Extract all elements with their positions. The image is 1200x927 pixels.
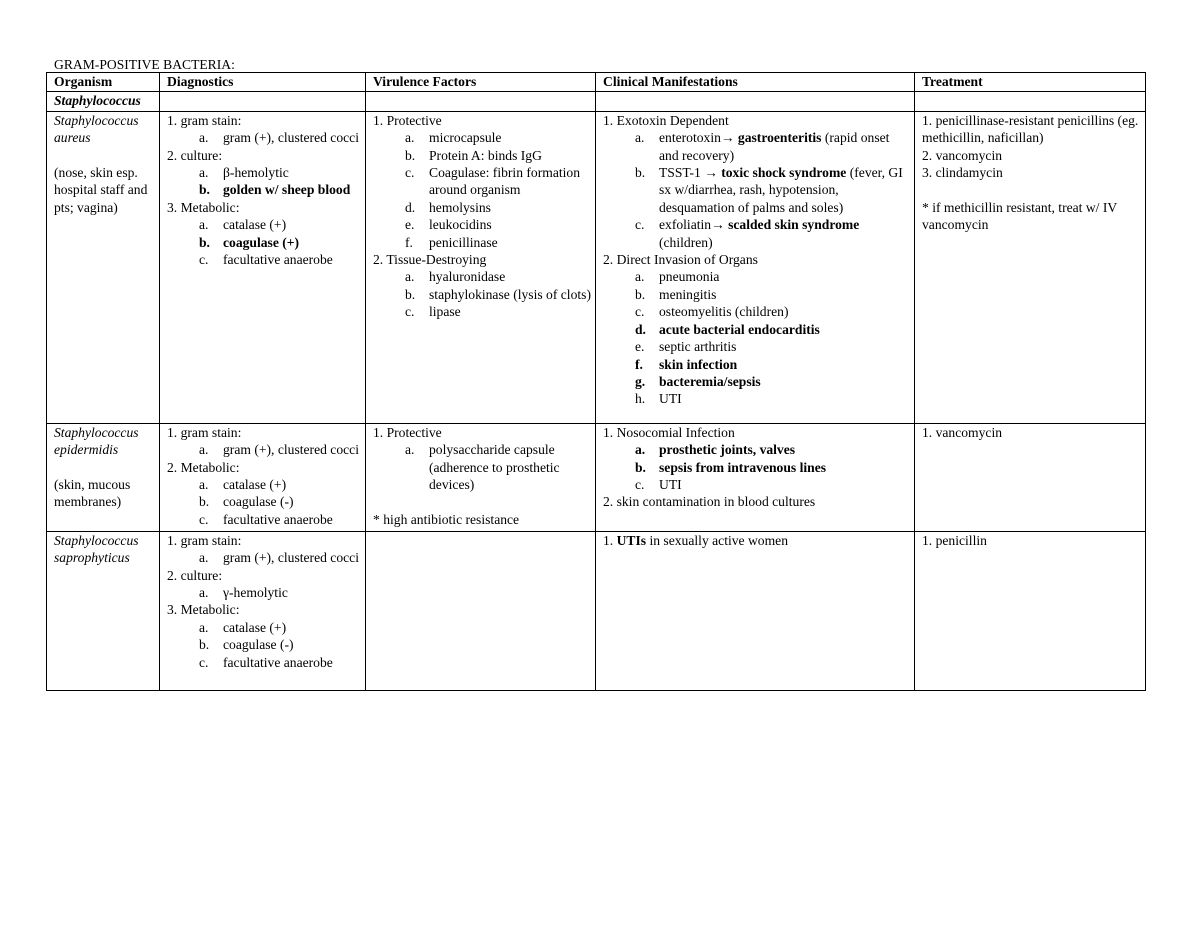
list-marker: d. <box>405 199 416 215</box>
list-item <box>167 636 361 653</box>
list-item <box>167 234 361 251</box>
list-marker: c. <box>635 477 645 493</box>
list-item <box>603 129 910 164</box>
list-heading: 2. Direct Invasion of Organs <box>603 252 758 268</box>
list-item-text: meningitis <box>659 286 717 302</box>
virulence-note: * high antibiotic resistance <box>373 511 520 527</box>
genus-empty-cell <box>366 92 596 111</box>
list-item-text: (rapid onset and recovery) <box>659 130 890 163</box>
list-heading: 1. gram stain: <box>167 112 242 128</box>
clinical-suffix: in sexually active women <box>646 532 789 548</box>
list-heading: 1. gram stain: <box>167 532 242 548</box>
sub-list <box>603 268 910 407</box>
list-item <box>373 286 591 303</box>
list-heading: 2. Tissue-Destroying <box>373 252 487 268</box>
sub-list <box>373 268 591 320</box>
list-item <box>167 493 361 510</box>
list-item <box>603 303 910 320</box>
organism-cell <box>47 531 160 690</box>
list-marker: g. <box>635 373 646 389</box>
table-row <box>47 531 1146 690</box>
clinical-cell <box>596 531 915 690</box>
list-item <box>167 251 361 268</box>
header-clinical: Clinical Manifestations <box>596 73 915 92</box>
list-item <box>603 476 910 493</box>
list-item-text: γ-hemolytic <box>223 585 288 601</box>
list-item-text: facultative anaerobe <box>223 511 333 527</box>
treatment-line: 1. penicillin <box>922 532 987 548</box>
list-item <box>603 373 910 390</box>
list-marker: a. <box>635 130 645 146</box>
list-item-text: Protein A: binds IgG <box>429 147 542 163</box>
document-title: GRAM-POSITIVE BACTERIA: <box>54 57 235 72</box>
list-item-text: UTI <box>659 391 682 407</box>
list-item <box>373 164 591 199</box>
list-item-text: hyaluronidase <box>429 269 506 285</box>
list-heading: 1. Protective <box>373 112 442 128</box>
treatment-note: * if methicillin resistant, treat w/ IV vancomycin <box>922 199 1117 233</box>
list-item-text: coagulase (-) <box>223 637 294 653</box>
header-treatment: Treatment <box>915 73 1146 92</box>
list-marker: h. <box>635 391 646 407</box>
genus-row <box>47 92 1146 111</box>
list-item <box>373 234 591 251</box>
list-item <box>167 584 361 601</box>
list-marker: b. <box>199 182 210 198</box>
sub-list <box>167 619 361 671</box>
treatment-line: 2. vancomycin <box>922 147 1003 163</box>
table-row <box>47 423 1146 531</box>
list-item <box>603 390 910 407</box>
list-item-text: catalase (+) <box>223 217 287 233</box>
list-item-text: leukocidins <box>429 217 492 233</box>
treatment-cell <box>915 111 1146 423</box>
list-item-text: skin infection <box>659 356 738 372</box>
sub-list <box>167 549 361 566</box>
list-item-text: septic arthritis <box>659 339 737 355</box>
list-item <box>167 511 361 528</box>
list-item-text: microcapsule <box>429 130 502 146</box>
list-marker: a. <box>199 619 209 635</box>
organism-name: Staphylococcus epidermidis <box>54 424 139 458</box>
list-marker: c. <box>635 217 645 233</box>
list-marker: d. <box>635 321 646 337</box>
list-item <box>373 129 591 146</box>
list-item-text: facultative anaerobe <box>223 654 333 670</box>
list-item-text: catalase (+) <box>223 477 287 493</box>
list-item-text: UTI <box>659 477 682 493</box>
list-heading: 2. culture: <box>167 147 223 163</box>
list-item <box>603 286 910 303</box>
list-item-text: penicillinase <box>429 234 498 250</box>
list-marker: a. <box>199 130 209 146</box>
list-marker: a. <box>199 477 209 493</box>
list-item <box>167 216 361 233</box>
list-heading: 3. Metabolic: <box>167 602 240 618</box>
list-marker: e. <box>635 339 645 355</box>
list-item <box>167 619 361 636</box>
list-marker: c. <box>405 304 415 320</box>
header-diagnostics: Diagnostics <box>160 73 366 92</box>
list-marker: c. <box>199 654 209 670</box>
list-item <box>603 164 910 216</box>
list-item <box>167 654 361 671</box>
list-marker: b. <box>199 494 210 510</box>
list-item-text: β-hemolytic <box>223 165 289 181</box>
list-marker: a. <box>405 442 415 458</box>
list-item <box>603 338 910 355</box>
clinical-cell <box>596 111 915 423</box>
list-marker: e. <box>405 217 415 233</box>
list-marker: a. <box>199 550 209 566</box>
list-marker: b. <box>635 459 646 475</box>
list-item-text: hemolysins <box>429 199 491 215</box>
header-virulence: Virulence Factors <box>366 73 596 92</box>
list-marker: c. <box>199 252 209 268</box>
virulence-cell <box>366 531 596 690</box>
sub-list <box>167 441 361 458</box>
list-item <box>603 216 910 251</box>
clinical-cell <box>596 423 915 531</box>
table-row <box>47 111 1146 423</box>
list-item-text: gastroenteritis <box>737 130 822 146</box>
genus-empty-cell <box>160 92 366 111</box>
genus-cell <box>47 92 160 111</box>
list-item-text: bacteremia/sepsis <box>659 373 761 389</box>
sub-list <box>373 441 591 493</box>
list-heading: 1. Protective <box>373 424 442 440</box>
list-item-text: (fever, GI sx w/diarrhea, rash, hypotension, desquamation of palms and soles) <box>659 165 903 215</box>
genus-empty-cell <box>915 92 1146 111</box>
list-item-text: Coagulase: fibrin formation around organism <box>429 165 581 198</box>
genus-name: Staphylococcus <box>54 93 141 109</box>
sub-list <box>167 129 361 146</box>
list-heading: 2. Metabolic: <box>167 459 240 475</box>
list-item-text: staphylokinase (lysis of clots) <box>429 286 591 302</box>
list-item <box>603 356 910 373</box>
treatment-line: 1. penicillinase-resistant penicillins (eg. methicillin, naficillan) <box>922 112 1139 146</box>
header-row <box>47 73 1146 92</box>
list-item-text: scalded skin syndrome <box>728 217 860 233</box>
list-item-text: enterotoxin→ <box>659 130 738 146</box>
list-item <box>373 441 591 493</box>
organism-name: Staphylococcus saprophyticus <box>54 532 139 566</box>
organism-name: Staphylococcus aureus <box>54 112 139 146</box>
list-marker: a. <box>199 442 209 458</box>
list-item-text: lipase <box>429 304 461 320</box>
list-marker: b. <box>405 147 416 163</box>
list-heading: 1. Exotoxin Dependent <box>603 112 729 128</box>
list-heading: 2. culture: <box>167 567 223 583</box>
treatment-cell <box>915 531 1146 690</box>
list-item-text: polysaccharide capsule (adherence to prosthetic devices) <box>429 442 560 493</box>
list-heading: 2. skin contamination in blood cultures <box>603 494 816 510</box>
organism-cell <box>47 423 160 531</box>
list-item <box>603 321 910 338</box>
list-item-text: facultative anaerobe <box>223 252 333 268</box>
list-marker: a. <box>199 217 209 233</box>
list-marker: c. <box>405 165 415 181</box>
bacteria-table <box>46 72 1146 691</box>
list-item-text: toxic shock syndrome <box>721 165 847 181</box>
list-item-text: exfoliatin→ <box>659 217 729 233</box>
list-item <box>167 549 361 566</box>
list-marker: f. <box>635 356 643 372</box>
list-item <box>167 476 361 493</box>
list-heading: 1. Nosocomial Infection <box>603 424 735 440</box>
treatment-line: 1. vancomycin <box>922 424 1003 440</box>
clinical-line <box>603 532 910 549</box>
list-marker: c. <box>199 511 209 527</box>
list-item <box>373 216 591 233</box>
sub-list <box>167 476 361 528</box>
list-marker: b. <box>199 234 210 250</box>
list-item <box>373 199 591 216</box>
list-item <box>167 181 361 198</box>
organism-habitat: (nose, skin esp. hospital staff and pts; vagina) <box>54 165 148 215</box>
diagnostics-cell <box>160 111 366 423</box>
list-item <box>373 147 591 164</box>
list-item-text: coagulase (-) <box>223 494 294 510</box>
sub-list <box>167 164 361 199</box>
list-item-text: gram (+), clustered cocci <box>223 550 359 566</box>
list-heading: 3. Metabolic: <box>167 199 240 215</box>
virulence-list <box>373 424 591 494</box>
list-marker: a. <box>635 269 645 285</box>
diagnostics-cell <box>160 423 366 531</box>
list-item-text: osteomyelitis (children) <box>659 304 789 320</box>
sub-list <box>603 441 910 493</box>
list-marker: b. <box>635 165 646 181</box>
sub-list <box>603 129 910 251</box>
sub-list <box>167 584 361 601</box>
list-item <box>167 164 361 181</box>
clinical-prefix: 1. <box>603 532 617 548</box>
list-item-text: TSST-1 → <box>659 165 722 181</box>
list-marker: a. <box>405 130 415 146</box>
list-item-text: gram (+), clustered cocci <box>223 130 359 146</box>
treatment-cell <box>915 423 1146 531</box>
sub-list <box>373 129 591 251</box>
diagnostics-cell <box>160 531 366 690</box>
list-marker: a. <box>199 165 209 181</box>
list-marker: a. <box>199 585 209 601</box>
list-marker: b. <box>199 637 210 653</box>
list-marker: b. <box>405 286 416 302</box>
list-item-text: coagulase (+) <box>223 234 300 250</box>
list-marker: f. <box>405 234 413 250</box>
list-item <box>603 268 910 285</box>
list-item-text: sepsis from intravenous lines <box>659 459 827 475</box>
list-item-text: golden w/ sheep blood <box>223 182 351 198</box>
virulence-cell <box>366 111 596 423</box>
organism-cell <box>47 111 160 423</box>
header-organism: Organism <box>47 73 160 92</box>
list-item-text: prosthetic joints, valves <box>659 442 796 458</box>
list-item-text: acute bacterial endocarditis <box>659 321 820 337</box>
list-item <box>373 268 591 285</box>
list-item <box>603 441 910 458</box>
list-item-text: pneumonia <box>659 269 720 285</box>
list-item <box>603 459 910 476</box>
list-marker: c. <box>635 304 645 320</box>
list-item <box>167 129 361 146</box>
list-heading: 1. gram stain: <box>167 424 242 440</box>
list-item <box>373 303 591 320</box>
list-item-text: gram (+), clustered cocci <box>223 442 359 458</box>
list-marker: a. <box>405 269 415 285</box>
list-item-text: catalase (+) <box>223 619 287 635</box>
sub-list <box>167 216 361 268</box>
genus-empty-cell <box>596 92 915 111</box>
clinical-bold: UTIs <box>616 532 647 548</box>
organism-habitat: (skin, mucous membranes) <box>54 477 131 510</box>
list-marker: a. <box>635 442 646 458</box>
list-item-text: (children) <box>659 234 713 250</box>
virulence-cell <box>366 423 596 531</box>
treatment-line: 3. clindamycin <box>922 165 1003 181</box>
list-marker: b. <box>635 286 646 302</box>
list-item <box>167 441 361 458</box>
